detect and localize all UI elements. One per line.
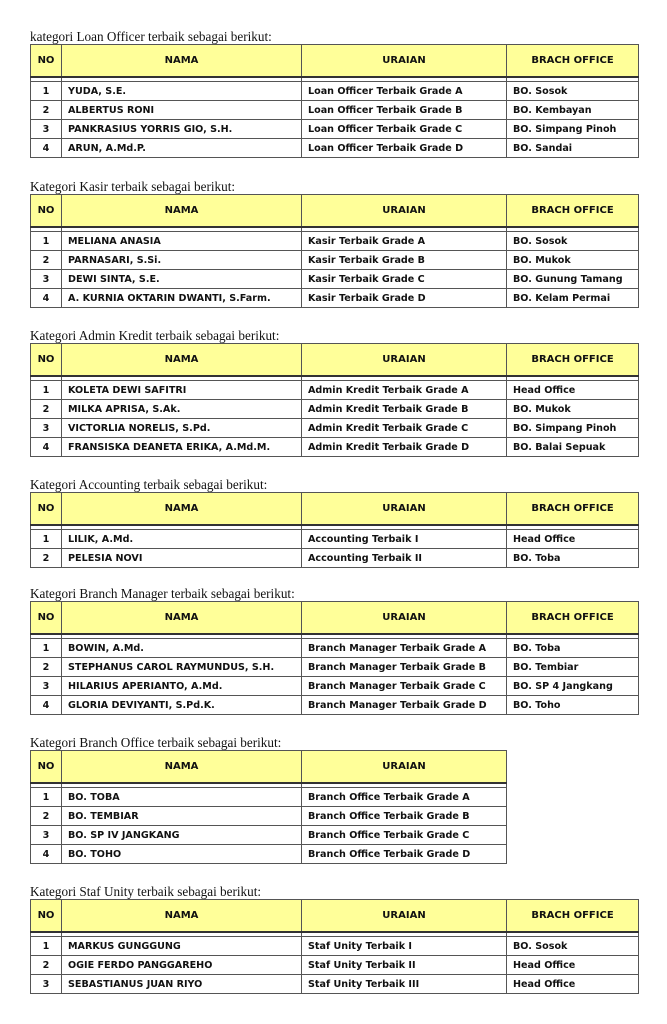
- cell-uraian: Loan Officer Terbaik Grade D: [302, 139, 507, 158]
- cell-bo: Head Office: [507, 381, 639, 400]
- cell-nama: VICTORLIA NORELIS, S.Pd.: [62, 419, 302, 438]
- cell-nama: PELESIA NOVI: [62, 549, 302, 568]
- cell-nama: A. KURNIA OKTARIN DWANTI, S.Farm.: [62, 289, 302, 308]
- cell-uraian: Branch Office Terbaik Grade A: [302, 788, 507, 807]
- cell-uraian: Admin Kredit Terbaik Grade D: [302, 438, 507, 457]
- cell-nama: SEBASTIANUS JUAN RIYO: [62, 975, 302, 994]
- header-nama: NAMA: [62, 493, 302, 526]
- header-nama: NAMA: [62, 751, 302, 784]
- cell-no: 4: [31, 696, 62, 715]
- cell-uraian: Loan Officer Terbaik Grade B: [302, 101, 507, 120]
- cell-nama: OGIE FERDO PANGGAREHO: [62, 956, 302, 975]
- header-uraian: URAIAN: [302, 493, 507, 526]
- table-row: [31, 101, 639, 120]
- cell-nama: BOWIN, A.Md.: [62, 639, 302, 658]
- table-row: [31, 639, 639, 658]
- cell-nama: LILIK, A.Md.: [62, 530, 302, 549]
- cell-no: 4: [31, 438, 62, 457]
- table-row: [31, 658, 639, 677]
- cell-bo: BO. SP 4 Jangkang: [507, 677, 639, 696]
- cell-bo: Head Office: [507, 956, 639, 975]
- cell-bo: BO. Kembayan: [507, 101, 639, 120]
- cell-no: 1: [31, 82, 62, 101]
- cell-bo: BO. Sandai: [507, 139, 639, 158]
- cell-uraian: Loan Officer Terbaik Grade C: [302, 120, 507, 139]
- cell-no: 1: [31, 381, 62, 400]
- table-row: [31, 251, 639, 270]
- header-nama: NAMA: [62, 195, 302, 228]
- cell-uraian: Admin Kredit Terbaik Grade C: [302, 419, 507, 438]
- cell-bo: BO. Simpang Pinoh: [507, 419, 639, 438]
- cell-nama: MILKA APRISA, S.Ak.: [62, 400, 302, 419]
- section-caption: Kategori Staf Unity terbaik sebagai berikut:: [30, 884, 262, 899]
- cell-nama: PANKRASIUS YORRIS GIO, S.H.: [62, 120, 302, 139]
- table-header: [31, 602, 639, 635]
- cell-bo: BO. Toho: [507, 696, 639, 715]
- cell-no: 1: [31, 639, 62, 658]
- header-uraian: URAIAN: [302, 195, 507, 228]
- cell-no: 2: [31, 549, 62, 568]
- cell-uraian: Branch Manager Terbaik Grade B: [302, 658, 507, 677]
- cell-uraian: Branch Manager Terbaik Grade C: [302, 677, 507, 696]
- table-row: [31, 438, 639, 457]
- header-no: NO: [31, 900, 62, 933]
- category-section: [30, 477, 639, 568]
- cell-bo: BO. Toba: [507, 549, 639, 568]
- cell-nama: MARKUS GUNGGUNG: [62, 937, 302, 956]
- table-row: [31, 937, 639, 956]
- table-row: [31, 400, 639, 419]
- table-row: [31, 530, 639, 549]
- cell-bo: BO. Sosok: [507, 232, 639, 251]
- table-row: [31, 232, 639, 251]
- table-header: [31, 900, 639, 933]
- cell-uraian: Admin Kredit Terbaik Grade A: [302, 381, 507, 400]
- cell-no: 2: [31, 658, 62, 677]
- table-row: [31, 696, 639, 715]
- award-table: [30, 601, 639, 715]
- cell-bo: BO. Sosok: [507, 937, 639, 956]
- table-row: [31, 270, 639, 289]
- cell-uraian: Accounting Terbaik I: [302, 530, 507, 549]
- cell-bo: BO. Gunung Tamang: [507, 270, 639, 289]
- cell-no: 4: [31, 139, 62, 158]
- category-section: [30, 586, 639, 715]
- cell-uraian: Branch Manager Terbaik Grade A: [302, 639, 507, 658]
- category-section: [30, 884, 639, 994]
- header-bo: BRACH OFFICE: [507, 602, 639, 635]
- cell-bo: BO. Mukok: [507, 251, 639, 270]
- award-table: [30, 492, 639, 568]
- table-row: [31, 120, 639, 139]
- header-uraian: URAIAN: [302, 45, 507, 78]
- cell-nama: MELIANA ANASIA: [62, 232, 302, 251]
- table-row: [31, 139, 639, 158]
- cell-uraian: Staf Unity Terbaik I: [302, 937, 507, 956]
- cell-uraian: Branch Office Terbaik Grade B: [302, 807, 507, 826]
- cell-no: 2: [31, 807, 62, 826]
- cell-no: 1: [31, 788, 62, 807]
- table-row: [31, 826, 507, 845]
- header-bo: BRACH OFFICE: [507, 493, 639, 526]
- header-uraian: URAIAN: [302, 900, 507, 933]
- cell-uraian: Branch Office Terbaik Grade D: [302, 845, 507, 864]
- cell-nama: PARNASARI, S.Si.: [62, 251, 302, 270]
- cell-bo: BO. Toba: [507, 639, 639, 658]
- cell-no: 1: [31, 937, 62, 956]
- cell-bo: BO. Simpang Pinoh: [507, 120, 639, 139]
- header-no: NO: [31, 344, 62, 377]
- cell-nama: BO. SP IV JANGKANG: [62, 826, 302, 845]
- category-section: [30, 179, 639, 308]
- cell-uraian: Kasir Terbaik Grade A: [302, 232, 507, 251]
- table-row: [31, 845, 507, 864]
- cell-no: 2: [31, 956, 62, 975]
- category-section: [30, 29, 639, 158]
- cell-nama: ALBERTUS RONI: [62, 101, 302, 120]
- cell-uraian: Accounting Terbaik II: [302, 549, 507, 568]
- cell-no: 3: [31, 270, 62, 289]
- cell-nama: YUDA, S.E.: [62, 82, 302, 101]
- cell-nama: BO. TOHO: [62, 845, 302, 864]
- award-table: [30, 44, 639, 158]
- category-section: [30, 735, 507, 864]
- cell-bo: BO. Tembiar: [507, 658, 639, 677]
- award-table: [30, 750, 507, 864]
- cell-nama: BO. TEMBIAR: [62, 807, 302, 826]
- cell-bo: Head Office: [507, 530, 639, 549]
- table-row: [31, 419, 639, 438]
- table-row: [31, 289, 639, 308]
- cell-uraian: Kasir Terbaik Grade C: [302, 270, 507, 289]
- header-uraian: URAIAN: [302, 751, 507, 784]
- cell-nama: STEPHANUS CAROL RAYMUNDUS, S.H.: [62, 658, 302, 677]
- cell-nama: BO. TOBA: [62, 788, 302, 807]
- table-row: [31, 788, 507, 807]
- header-nama: NAMA: [62, 45, 302, 78]
- cell-bo: BO. Mukok: [507, 400, 639, 419]
- cell-no: 3: [31, 826, 62, 845]
- cell-no: 2: [31, 251, 62, 270]
- header-no: NO: [31, 493, 62, 526]
- header-no: NO: [31, 195, 62, 228]
- table-header: [31, 45, 639, 78]
- section-caption: Kategori Branch Manager terbaik sebagai berikut:: [30, 586, 295, 601]
- cell-no: 1: [31, 530, 62, 549]
- cell-no: 3: [31, 120, 62, 139]
- section-caption: Kategori Admin Kredit terbaik sebagai berikut:: [30, 328, 280, 343]
- cell-bo: BO. Kelam Permai: [507, 289, 639, 308]
- cell-no: 3: [31, 677, 62, 696]
- section-caption: Kategori Accounting terbaik sebagai berikut:: [30, 477, 268, 492]
- header-bo: BRACH OFFICE: [507, 344, 639, 377]
- cell-uraian: Branch Manager Terbaik Grade D: [302, 696, 507, 715]
- header-no: NO: [31, 602, 62, 635]
- cell-uraian: Loan Officer Terbaik Grade A: [302, 82, 507, 101]
- header-bo: BRACH OFFICE: [507, 45, 639, 78]
- header-uraian: URAIAN: [302, 602, 507, 635]
- table-row: [31, 549, 639, 568]
- table-header: [31, 751, 507, 784]
- section-caption: Kategori Kasir terbaik sebagai berikut:: [30, 179, 236, 194]
- cell-nama: FRANSISKA DEANETA ERIKA, A.Md.M.: [62, 438, 302, 457]
- table-row: [31, 807, 507, 826]
- header-nama: NAMA: [62, 900, 302, 933]
- cell-no: 3: [31, 975, 62, 994]
- cell-uraian: Branch Office Terbaik Grade C: [302, 826, 507, 845]
- cell-nama: GLORIA DEVIYANTI, S.Pd.K.: [62, 696, 302, 715]
- cell-uraian: Kasir Terbaik Grade B: [302, 251, 507, 270]
- table-header: [31, 493, 639, 526]
- table-header: [31, 195, 639, 228]
- header-bo: BRACH OFFICE: [507, 195, 639, 228]
- category-section: [30, 328, 639, 457]
- table-row: [31, 975, 639, 994]
- cell-nama: KOLETA DEWI SAFITRI: [62, 381, 302, 400]
- cell-no: 2: [31, 101, 62, 120]
- section-caption: Kategori Branch Office terbaik sebagai berikut:: [30, 735, 282, 750]
- cell-no: 1: [31, 232, 62, 251]
- header-nama: NAMA: [62, 602, 302, 635]
- award-table: [30, 343, 639, 457]
- cell-bo: Head Office: [507, 975, 639, 994]
- cell-uraian: Kasir Terbaik Grade D: [302, 289, 507, 308]
- award-table: [30, 194, 639, 308]
- table-row: [31, 677, 639, 696]
- table-row: [31, 381, 639, 400]
- header-uraian: URAIAN: [302, 344, 507, 377]
- header-bo: BRACH OFFICE: [507, 900, 639, 933]
- table-row: [31, 82, 639, 101]
- cell-no: 3: [31, 419, 62, 438]
- award-table: [30, 899, 639, 994]
- cell-no: 4: [31, 289, 62, 308]
- table-row: [31, 956, 639, 975]
- cell-nama: HILARIUS APERIANTO, A.Md.: [62, 677, 302, 696]
- header-nama: NAMA: [62, 344, 302, 377]
- header-no: NO: [31, 751, 62, 784]
- cell-uraian: Admin Kredit Terbaik Grade B: [302, 400, 507, 419]
- header-no: NO: [31, 45, 62, 78]
- cell-bo: BO. Balai Sepuak: [507, 438, 639, 457]
- cell-nama: ARUN, A.Md.P.: [62, 139, 302, 158]
- cell-no: 2: [31, 400, 62, 419]
- section-caption: kategori Loan Officer terbaik sebagai berikut:: [30, 29, 272, 44]
- cell-bo: BO. Sosok: [507, 82, 639, 101]
- table-header: [31, 344, 639, 377]
- cell-no: 4: [31, 845, 62, 864]
- cell-uraian: Staf Unity Terbaik III: [302, 975, 507, 994]
- cell-nama: DEWI SINTA, S.E.: [62, 270, 302, 289]
- cell-uraian: Staf Unity Terbaik II: [302, 956, 507, 975]
